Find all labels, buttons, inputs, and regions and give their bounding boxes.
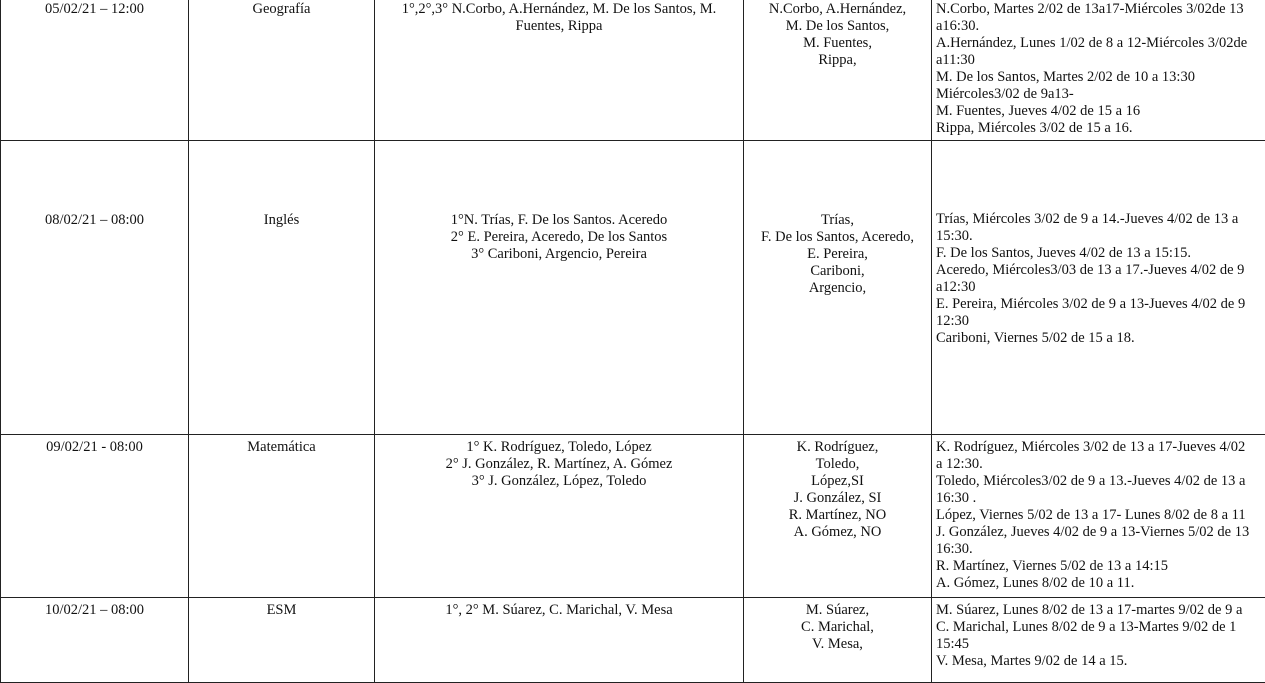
groups-cell	[375, 598, 744, 683]
subject-cell	[189, 598, 375, 683]
schedule-line: López, Viernes 5/02 de 13 a 17- Lunes 8/02 de 8 a 11	[936, 507, 1265, 524]
staff-line: Cariboni,	[748, 263, 927, 280]
exam-date-cell	[1, 435, 189, 598]
staff-line: C. Marichal,	[748, 619, 927, 636]
schedule-line: a12:30	[936, 279, 1265, 296]
schedule-line: V. Mesa, Martes 9/02 de 14 a 15.	[936, 653, 1265, 670]
schedule-line: F. De los Santos, Jueves 4/02 de 13 a 15:15.	[936, 245, 1265, 262]
table-row	[1, 0, 1265, 141]
exam-date: 10/02/21 – 08:00	[45, 602, 144, 618]
groups-line: 3° Cariboni, Argencio, Pereira	[379, 246, 739, 263]
schedule-line: C. Marichal, Lunes 8/02 de 9 a 13-Martes 9/02 de 1	[936, 619, 1265, 636]
schedule-line: Miércoles3/02 de 9a13-	[936, 86, 1265, 103]
schedule-line: 15:30.	[936, 228, 1265, 245]
staff-line: M. Súarez,	[748, 602, 927, 619]
staff-line: K. Rodríguez,	[748, 439, 927, 456]
schedule-line: A. Gómez, Lunes 8/02 de 10 a 11.	[936, 575, 1265, 592]
schedule-line: Rippa, Miércoles 3/02 de 15 a 16.	[936, 120, 1265, 137]
groups-cell	[375, 141, 744, 435]
subject-name: Matemática	[247, 439, 315, 455]
staff-line: Argencio,	[748, 280, 927, 297]
schedule-line: a 12:30.	[936, 456, 1265, 473]
subject-cell	[189, 141, 375, 435]
schedule-line: a11:30	[936, 52, 1265, 69]
subject-name: Geografía	[253, 1, 311, 17]
schedule-line: Toledo, Miércoles3/02 de 9 a 13.-Jueves 4/02 de 13 a	[936, 473, 1265, 490]
schedule-line: Cariboni, Viernes 5/02 de 15 a 18.	[936, 330, 1265, 347]
schedule-line: M. Súarez, Lunes 8/02 de 13 a 17-martes 9/02 de 9 a	[936, 602, 1265, 619]
staff-line: Rippa,	[748, 52, 927, 69]
exam-date: 05/02/21 – 12:00	[45, 1, 144, 17]
subject-cell	[189, 0, 375, 141]
schedule-line: 15:45	[936, 636, 1265, 653]
schedule-line: Aceredo, Miércoles3/03 de 13 a 17.-Jueves 4/02 de 9	[936, 262, 1265, 279]
exam-date-cell	[1, 141, 189, 435]
staff-cell	[744, 141, 932, 435]
groups-line: 1°,2°,3° N.Corbo, A.Hernández, M. De los Santos, M.	[379, 1, 739, 18]
staff-line: López,SI	[748, 473, 927, 490]
staff-cell	[744, 598, 932, 683]
staff-line: J. González, SI	[748, 490, 927, 507]
schedule-cell	[932, 0, 1265, 141]
staff-line: E. Pereira,	[748, 246, 927, 263]
table-row	[1, 435, 1265, 598]
schedule-line: M. De los Santos, Martes 2/02 de 10 a 13:30	[936, 69, 1265, 86]
staff-cell	[744, 0, 932, 141]
exam-date: 08/02/21 – 08:00	[45, 212, 144, 228]
staff-line: A. Gómez, NO	[748, 524, 927, 541]
staff-line: M. Fuentes,	[748, 35, 927, 52]
groups-cell	[375, 435, 744, 598]
staff-line: M. De los Santos,	[748, 18, 927, 35]
schedule-cell	[932, 435, 1265, 598]
table-row	[1, 141, 1265, 435]
staff-line: V. Mesa,	[748, 636, 927, 653]
schedule-line: 16:30.	[936, 541, 1265, 558]
subject-name: ESM	[267, 602, 297, 618]
schedule-line: M. Fuentes, Jueves 4/02 de 15 a 16	[936, 103, 1265, 120]
subject-cell	[189, 435, 375, 598]
schedule-line: 16:30 .	[936, 490, 1265, 507]
subject-name: Inglés	[264, 212, 299, 228]
exam-date-cell	[1, 0, 189, 141]
staff-cell	[744, 435, 932, 598]
schedule-line: A.Hernández, Lunes 1/02 de 8 a 12-Miércoles 3/02de	[936, 35, 1265, 52]
groups-line: 1° K. Rodríguez, Toledo, López	[379, 439, 739, 456]
schedule-cell	[932, 141, 1265, 435]
schedule-line: J. González, Jueves 4/02 de 9 a 13-Viernes 5/02 de 13	[936, 524, 1265, 541]
schedule-line: K. Rodríguez, Miércoles 3/02 de 13 a 17-Jueves 4/02	[936, 439, 1265, 456]
staff-line: Trías,	[748, 212, 927, 229]
schedule-cell	[932, 598, 1265, 683]
schedule-line: 12:30	[936, 313, 1265, 330]
groups-line: 1°N. Trías, F. De los Santos. Aceredo	[379, 212, 739, 229]
table-row	[1, 598, 1265, 683]
exam-date-cell	[1, 598, 189, 683]
groups-line: 2° E. Pereira, Aceredo, De los Santos	[379, 229, 739, 246]
groups-line: 3° J. González, López, Toledo	[379, 473, 739, 490]
schedule-line: Trías, Miércoles 3/02 de 9 a 14.-Jueves 4/02 de 13 a	[936, 211, 1265, 228]
schedule-line: a16:30.	[936, 18, 1265, 35]
staff-line: F. De los Santos, Aceredo,	[748, 229, 927, 246]
staff-line: R. Martínez, NO	[748, 507, 927, 524]
schedule-line: R. Martínez, Viernes 5/02 de 13 a 14:15	[936, 558, 1265, 575]
groups-cell	[375, 0, 744, 141]
groups-line: 2° J. González, R. Martínez, A. Gómez	[379, 456, 739, 473]
schedule-line: N.Corbo, Martes 2/02 de 13a17-Miércoles 3/02de 13	[936, 1, 1265, 18]
staff-line: Toledo,	[748, 456, 927, 473]
staff-line: N.Corbo, A.Hernández,	[748, 1, 927, 18]
groups-line: Fuentes, Rippa	[379, 18, 739, 35]
exam-date: 09/02/21 - 08:00	[46, 439, 143, 455]
groups-line: 1°, 2° M. Súarez, C. Marichal, V. Mesa	[379, 602, 739, 619]
schedule-line: E. Pereira, Miércoles 3/02 de 9 a 13-Jueves 4/02 de 9	[936, 296, 1265, 313]
